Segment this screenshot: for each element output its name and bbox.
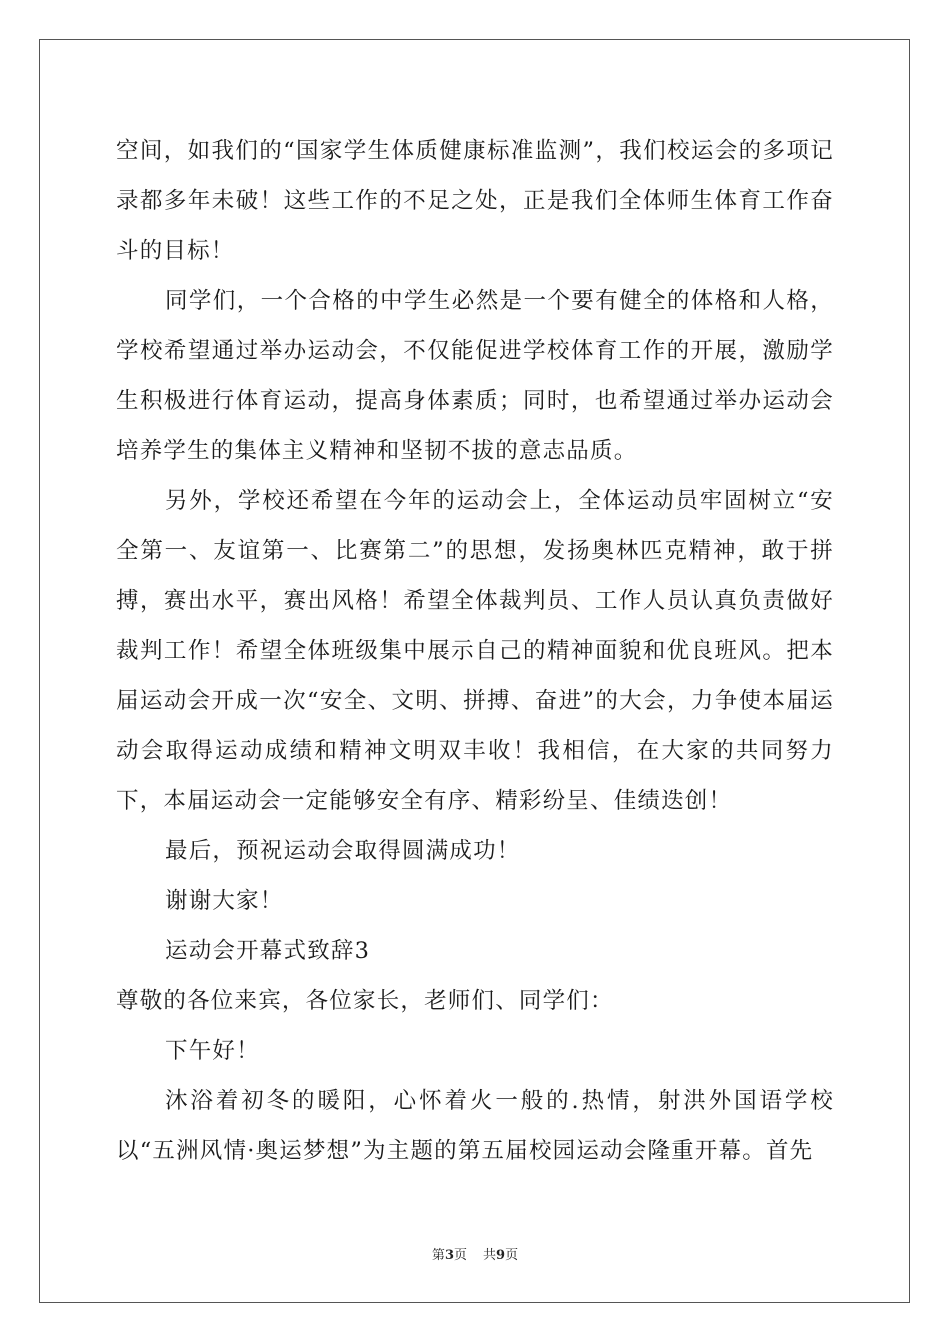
paragraph-5: 谢谢大家！ <box>165 888 284 914</box>
salutation: 尊敬的各位来宾，各位家长，老师们、同学们： <box>116 988 614 1014</box>
paragraph-3: 另外，学校还希望在今年的运动会上，全体运动员牢固树立“安全第一、友谊第一、比赛第二”的思想，发扬奥林匹克精神，敢于拼搏，赛出水平，赛出风格！希望全体裁判员、工作人员认真负责做好裁判工作！希望全体班级集中展示自己的精神面貌和优良班风。把本届运动会开成一次“安全、文明、拼搏、奋进”的大会，力争使本届运动会取得运动成绩和精神文明双丰收！我相信，在大家的共同努力下，本届运动会一定能够安全有序、精彩纷呈、佳绩迭创！ <box>116 488 834 814</box>
total-suffix: 页 <box>505 1248 519 1263</box>
greeting: 下午好！ <box>165 1038 260 1064</box>
paragraph-2: 同学们，一个合格的中学生必然是一个要有健全的体格和人格，学校希望通过举办运动会，不仅能促进学校体育工作的开展，激励学生积极进行体育运动，提高身体素质；同时，也希望通过举办运动会培养学生的集体主义精神和坚韧不拔的意志品质。 <box>116 288 834 464</box>
total-page-number: 9 <box>496 1248 506 1263</box>
page-suffix: 页 <box>453 1248 467 1263</box>
paragraph-4: 最后，预祝运动会取得圆满成功！ <box>165 838 521 864</box>
page-footer <box>0 1248 950 1264</box>
paragraph-9: 沐浴着初冬的暖阳，心怀着火一般的.热情，射洪外国语学校以“五洲风情·奥运梦想”为主题的第五届校园运动会隆重开幕。首先 <box>116 1088 834 1164</box>
paragraph-1: 空间，如我们的“国家学生体质健康标准监测”，我们校运会的多项记录都多年未破！这些工作的不足之处，正是我们全体师生体育工作奋斗的目标！ <box>116 138 834 264</box>
current-page-number: 3 <box>444 1248 454 1263</box>
total-prefix: 共 <box>483 1248 497 1263</box>
section-heading: 运动会开幕式致辞3 <box>165 938 371 964</box>
page-prefix: 第 <box>431 1248 445 1263</box>
document-body <box>116 126 834 1176</box>
